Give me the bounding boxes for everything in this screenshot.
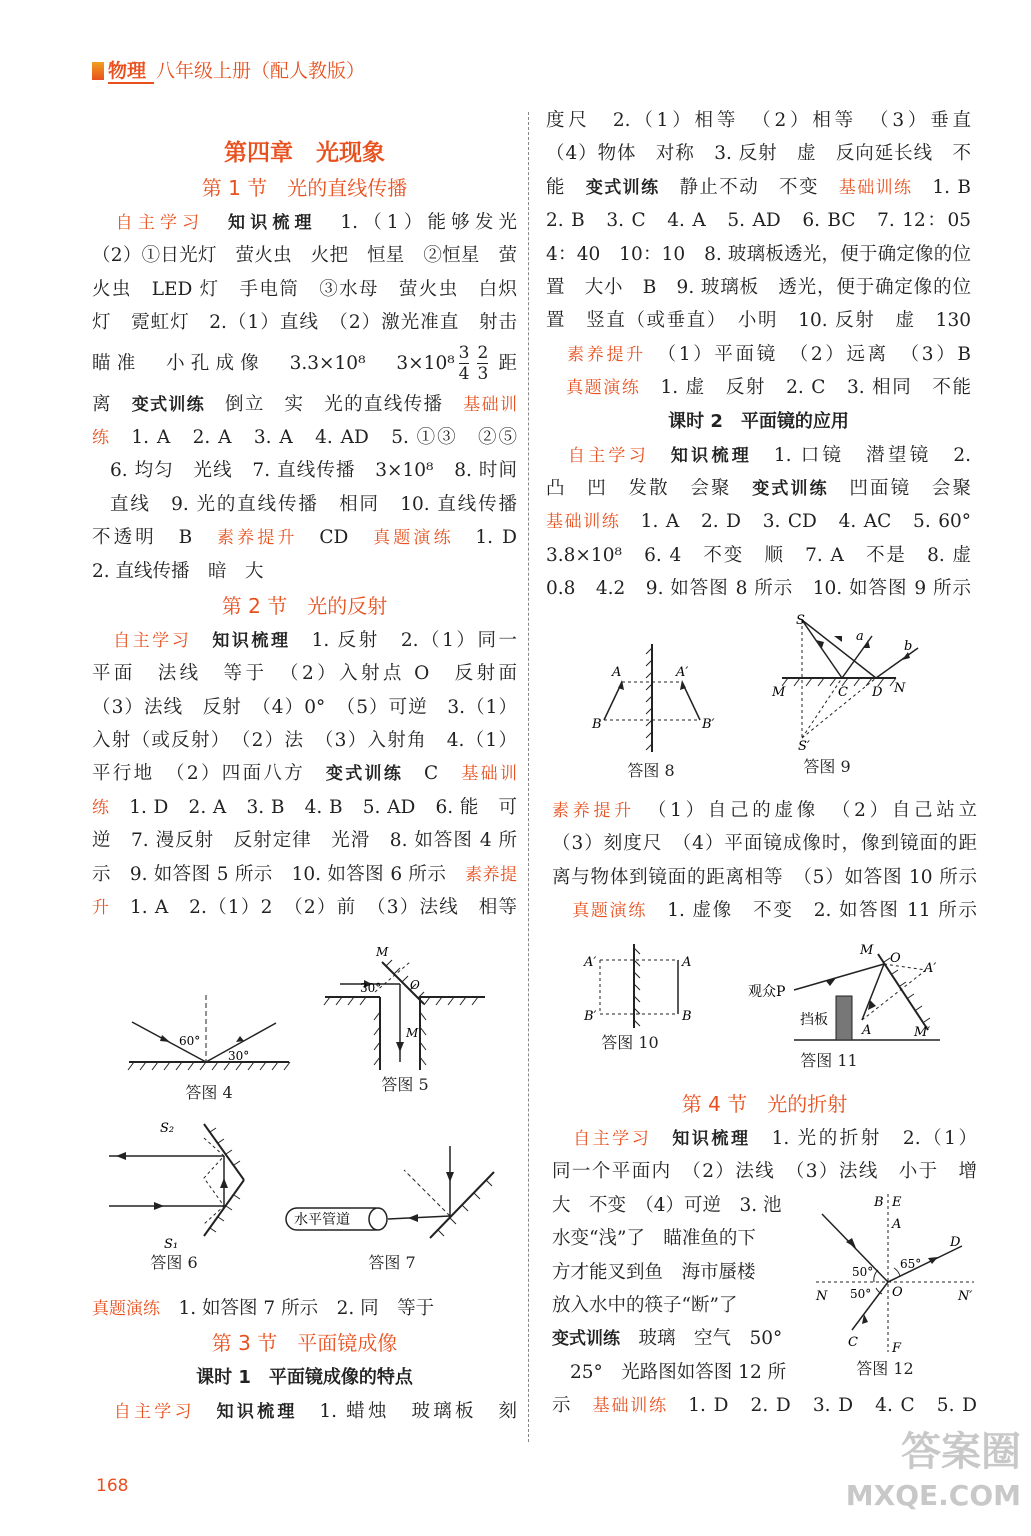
- figure-7: [282, 1142, 502, 1273]
- fig10-label-a2: A′: [584, 955, 597, 970]
- bold-label: 变式训练: [325, 764, 404, 785]
- fig9-label-n: N: [894, 681, 906, 696]
- label-tag: 真题演练: [566, 378, 641, 399]
- text-line: 直线 9. 光的直线传播 相同 10. 直线传播: [110, 493, 517, 515]
- fig5-label-o: O: [410, 978, 420, 992]
- figure-8-caption: 答图 8: [627, 761, 675, 780]
- bold-label: 变式训练: [752, 478, 829, 499]
- bold-label: 变式训练: [131, 394, 206, 415]
- fraction: [477, 343, 488, 384]
- figure-11-diagram: [744, 940, 954, 1048]
- text-line: [546, 338, 971, 371]
- fig12-label-a: A: [892, 1217, 902, 1232]
- line-text: 1. A 2. D 3. CD 4. AC 5. 60°: [640, 511, 971, 533]
- figure-8: [586, 640, 726, 781]
- text-line: 度尺 2.（1）相等 （2）相等 （3）垂直: [546, 110, 971, 131]
- bold-label: 知识梳理: [228, 213, 317, 233]
- label-tag: 真题演练: [92, 1299, 160, 1319]
- line-text: 凹面镜 会聚: [849, 477, 971, 499]
- fig9-label-s: S: [796, 613, 805, 628]
- watermark: [846, 1430, 1021, 1518]
- text-line: （3）刻度尺 （4）平面镜成像时，像到镜面的距: [552, 833, 977, 855]
- figure-5: [320, 942, 490, 1095]
- fig10-label-a: A: [682, 955, 692, 970]
- fig10-label-b: B: [682, 1009, 692, 1024]
- header-grade: 八年级上册（配人教版）: [156, 60, 366, 82]
- page-number: 168: [96, 1476, 129, 1496]
- label-tag: 自主学习: [115, 213, 205, 233]
- fig5-angle-30: 30°: [360, 981, 382, 995]
- fraction: [459, 343, 470, 384]
- fig11-label-m2: M′: [914, 1025, 931, 1040]
- line-text: 1.（1）能够发光: [340, 212, 517, 233]
- text-line: 25° 光路图如答图 12 所: [570, 1361, 787, 1383]
- line-text: （1）平面镜 （2）远离 （3）B: [666, 343, 971, 365]
- bold-label: 知识梳理: [670, 445, 753, 466]
- line-text: 1. D: [475, 527, 517, 549]
- bold-label: 知识梳理: [672, 1129, 751, 1149]
- figure-9-diagram: [768, 612, 938, 754]
- header-mark-icon: [92, 62, 104, 80]
- fig12-label-o: O: [892, 1285, 903, 1300]
- bold-label: 知识梳理: [216, 1402, 298, 1423]
- line-text: 示 9. 如答图 5 所示 10. 如答图 6 所示: [92, 863, 447, 885]
- fig12-label-b: B: [874, 1195, 884, 1210]
- line-text: 距: [492, 352, 517, 374]
- figure-6-diagram: [104, 1118, 264, 1250]
- line-text: 能: [546, 176, 566, 198]
- line-text: 1. 反射 2.（1）同一: [311, 629, 517, 651]
- text-line: 逆 7. 漫反射 反射定律 光滑 8. 如答图 4 所: [92, 830, 517, 852]
- figure-7-caption: 答图 7: [368, 1253, 416, 1272]
- text-line: 置 大小 B 9. 玻璃板 透光，便于确定像的位: [546, 276, 971, 298]
- fig9-label-a: a: [856, 629, 864, 644]
- line-text: 1. 虚 反射 2. C 3. 相同 不能: [660, 377, 971, 399]
- column-divider: [528, 112, 529, 1442]
- text-line: （2）①日光灯 萤火虫 火把 恒星 ②恒星 萤: [92, 245, 517, 267]
- text-line: [92, 388, 517, 421]
- line-text: 平行地 （2）四面八方: [92, 763, 306, 785]
- fig5-label-m2: M: [406, 1026, 419, 1040]
- label-tag: 素养提升: [217, 528, 298, 549]
- fraction-numerator: 3: [458, 343, 470, 364]
- section-title-1: 第 1 节 光的直线传播: [201, 176, 408, 200]
- label-tag: 真题演练: [373, 528, 454, 549]
- fig12-angle-50-bottom: 50°: [850, 1287, 872, 1301]
- text-line: 离与物体到镜面的距离相等 （5）如答图 10 所示: [552, 866, 977, 888]
- text-line: [92, 1292, 517, 1325]
- fig8-label-b: B: [592, 717, 602, 732]
- page-header: [92, 56, 365, 83]
- label-tag: 自主学习: [113, 630, 192, 651]
- figure-4-diagram: [124, 990, 294, 1080]
- figure-12: [812, 1190, 978, 1379]
- fig10-label-b2: B′: [584, 1009, 597, 1024]
- text-line: 2. 直线传播 暗 大: [92, 560, 264, 582]
- figure-5-caption: 答图 5: [381, 1075, 429, 1094]
- label-tag: 素养提: [465, 864, 517, 885]
- bold-label: 知识梳理: [212, 630, 291, 651]
- line-text: 1. B: [932, 176, 971, 198]
- fig9-label-s2: S′: [798, 739, 810, 754]
- figure-4-caption: 答图 4: [185, 1083, 233, 1102]
- text-line: [92, 624, 517, 657]
- header-underline: [108, 82, 154, 84]
- label-tag: 基础训: [461, 764, 517, 785]
- line-text: 1. D 2. D 3. D 4. C 5. D: [688, 1395, 977, 1417]
- figure-5-diagram: [320, 942, 490, 1072]
- fig8-label-a2: A′: [676, 665, 689, 680]
- text-line: [546, 371, 971, 404]
- text-line: （3）法线 反射 （4）0° （5）可逆 3.（1）: [92, 696, 517, 718]
- text-line: [92, 340, 517, 388]
- fig11-label-o: O: [890, 951, 901, 966]
- text-line: [92, 791, 517, 824]
- fig12-angle-65: 65°: [900, 1257, 922, 1271]
- text-line: 6. 均匀 光线 7. 直线传播 3×10⁸ 8. 时间: [110, 460, 517, 482]
- label-tag: 基础训: [463, 394, 517, 415]
- line-text: CD: [319, 527, 349, 549]
- fraction-denominator: 4: [458, 364, 470, 385]
- text-line: [546, 472, 971, 505]
- text-line: 灯 霓虹灯 2.（1）直线 （2）激光准直 射击: [92, 312, 517, 334]
- text-line: [92, 1395, 517, 1428]
- fig12-label-n: N: [816, 1289, 828, 1304]
- text-line: 2. B 3. C 4. A 5. AD 6. BC 7. 12：05: [546, 210, 971, 232]
- figure-10: [580, 942, 700, 1053]
- line-text: 1. 如答图 7 所示 2. 同 等于: [178, 1298, 435, 1319]
- text-line: [552, 1122, 977, 1155]
- text-line: [92, 858, 517, 891]
- fig11-label-viewer: 观众P: [748, 984, 786, 1000]
- left-column-top: [92, 136, 517, 924]
- line-text: 瞄准 小孔成像 3.3×10⁸ 3×10⁸: [92, 352, 455, 374]
- fig11-label-a: A: [862, 1023, 872, 1038]
- text-line: [92, 891, 517, 924]
- line-text: 1. D 2. A 3. B 4. B 5. AD 6. 能 可: [129, 796, 517, 818]
- watermark-logo: 答案圈: [901, 1429, 1021, 1475]
- section-title-4: 第 4 节 光的折射: [681, 1092, 848, 1116]
- watermark-url: MXQE.COM: [845, 1479, 1021, 1512]
- text-line: 同一个平面内 （2）法线 （3）法线 小于 增: [552, 1161, 977, 1183]
- right-column-top: [546, 104, 971, 605]
- line-text: （1）自己的虚像 （2）自己站立: [657, 800, 977, 821]
- label-tag: 基础训练: [592, 1396, 668, 1417]
- text-line: [92, 206, 517, 239]
- chapter-title: 第四章 光现象: [224, 140, 385, 166]
- right-column-mid: [552, 794, 977, 928]
- text-line: 入射（或反射） （2）法 （3）入射角 4.（1）: [92, 730, 517, 752]
- line-text: 离: [92, 393, 112, 415]
- lesson-title-2: 课时 2 平面镜的应用: [668, 410, 849, 432]
- figure-9-caption: 答图 9: [803, 757, 851, 776]
- line-text: 1. A 2.（1）2 （2）前 （3）法线 相等: [130, 897, 518, 919]
- label-tag: 自主学习: [113, 1402, 195, 1423]
- text-line: （4）物体 对称 3. 反射 虚 反向延长线 不: [546, 143, 971, 165]
- fig9-label-b: b: [904, 639, 913, 654]
- label-tag: 素养提升: [552, 801, 635, 821]
- fig11-label-a2: A′: [924, 961, 937, 976]
- figure-11-caption: 答图 11: [800, 1051, 858, 1070]
- line-text: 玻璃 空气 50°: [638, 1328, 783, 1350]
- text-line: 火虫 LED 灯 手电筒 ③水母 萤火虫 白炽: [92, 278, 517, 300]
- line-text: 1. A 2. A 3. A 4. AD 5. ①③ ②⑤: [131, 426, 517, 448]
- fig4-angle-30: 30°: [228, 1049, 250, 1063]
- figure-6: [104, 1118, 264, 1273]
- figure-12-diagram: [812, 1190, 978, 1356]
- line-text: 1. 光的折射 2.（1）: [771, 1128, 977, 1149]
- label-tag: 基础训练: [546, 512, 621, 533]
- text-line: [546, 171, 971, 204]
- figure-12-caption: 答图 12: [856, 1359, 914, 1378]
- figure-11: [744, 940, 954, 1071]
- fig12-label-n2: N′: [958, 1289, 973, 1304]
- label-tag: 自主学习: [567, 445, 650, 466]
- label-tag: 基础训练: [838, 177, 913, 198]
- text-line: 放入水中的筷子“断”了: [552, 1294, 738, 1316]
- fig5-label-m: M: [376, 945, 389, 959]
- fig9-label-c: C: [838, 685, 848, 700]
- text-line: 大 不变 （4）可逆 3. 池: [552, 1194, 782, 1216]
- text-line: 3.8×10⁸ 6. 4 不变 顺 7. A 不是 8. 虚: [546, 544, 971, 566]
- fig12-angle-50-top: 50°: [852, 1265, 874, 1279]
- figure-6-caption: 答图 6: [150, 1253, 198, 1272]
- line-text: C: [424, 763, 439, 785]
- line-text: 不透明 B: [92, 527, 193, 549]
- text-line: [92, 421, 517, 454]
- line-text: 凸 凹 发散 会聚: [546, 477, 732, 499]
- line-text: 1. 口镜 潜望镜 2.: [773, 444, 971, 466]
- fig12-label-f: F: [892, 1341, 902, 1356]
- text-line: [546, 439, 971, 472]
- text-line: 置 竖直（或垂直） 小明 10. 反射 虚 130: [546, 310, 971, 332]
- text-line: [92, 757, 517, 790]
- text-line: [552, 794, 977, 827]
- fig11-label-m: M: [860, 943, 874, 958]
- fig12-label-e: E: [892, 1195, 902, 1210]
- fig12-label-c: C: [848, 1335, 858, 1350]
- fig12-label-d: D: [950, 1235, 961, 1250]
- line-text: 1. 蜡烛 玻璃板 刻: [319, 1401, 517, 1423]
- text-line: [92, 521, 517, 554]
- figure-10-caption: 答图 10: [601, 1033, 659, 1052]
- text-line: [552, 1389, 977, 1422]
- figure-7-diagram: [282, 1142, 502, 1250]
- fig9-label-m: M: [772, 685, 786, 700]
- left-column-bottom: [92, 1292, 517, 1429]
- fig6-label-s1: S₁: [164, 1237, 179, 1250]
- label-tag: 练: [92, 427, 111, 448]
- fraction-denominator: 3: [477, 364, 489, 385]
- text-line: [546, 505, 971, 538]
- lesson-title-1: 课时 1 平面镜成像的特点: [196, 1367, 413, 1389]
- section-title-2: 第 2 节 光的反射: [221, 593, 388, 618]
- line-text: 静止不动 不变: [679, 176, 819, 198]
- fig6-label-s2: S₂: [160, 1121, 175, 1136]
- fig4-angle-60: 60°: [179, 1034, 201, 1048]
- line-text: 倒立 实 光的直线传播: [225, 393, 444, 415]
- label-tag: 素养提升: [567, 344, 646, 365]
- figure-10-diagram: [580, 942, 700, 1030]
- bold-label: 变式训练: [585, 177, 660, 198]
- figure-9: [768, 612, 938, 777]
- header-subject: 物理: [108, 60, 147, 82]
- figure-8-diagram: [586, 640, 726, 758]
- bold-label: 变式训练: [552, 1329, 620, 1350]
- line-text: 示: [552, 1395, 573, 1417]
- text-line: 方才能叉到鱼 海市蜃楼: [552, 1261, 756, 1283]
- text-line: [552, 1322, 797, 1355]
- figure-4: [124, 990, 294, 1103]
- fraction-numerator: 2: [477, 343, 489, 364]
- fig7-pipe-label: 水平管道: [294, 1212, 350, 1228]
- label-tag: 练: [92, 797, 110, 818]
- fig9-label-d: D: [872, 685, 883, 700]
- section-title-3: 第 3 节 平面镜成像: [211, 1331, 398, 1356]
- text-line: 水变“浅”了 瞄准鱼的下: [552, 1228, 756, 1250]
- text-line: 4：40 10：10 8. 玻璃板透光，便于确定像的位: [546, 243, 971, 265]
- text-line: [552, 894, 977, 927]
- fig8-label-b2: B′: [702, 717, 715, 732]
- line-text: 1. 虚像 不变 2. 如答图 11 所示: [667, 900, 977, 922]
- label-tag: 自主学习: [573, 1129, 652, 1149]
- text-line: 0.8 4.2 9. 如答图 8 所示 10. 如答图 9 所示: [546, 578, 971, 600]
- text-line: 平面 法线 等于 （2）入射点 O 反射面: [92, 663, 517, 685]
- fig8-label-a: A: [612, 665, 622, 680]
- fig11-label-board: 挡板: [800, 1012, 828, 1028]
- label-tag: 升: [92, 898, 111, 919]
- label-tag: 真题演练: [572, 901, 648, 922]
